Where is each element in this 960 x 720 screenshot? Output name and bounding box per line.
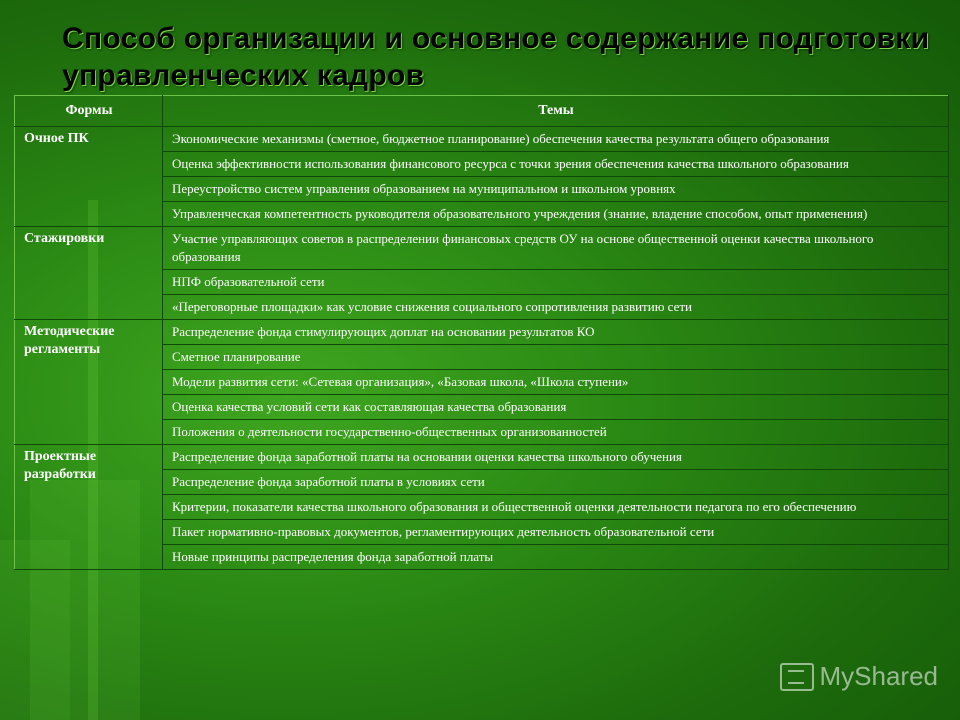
topic-cell: «Переговорные площадки» как условие снижения социального сопротивления развитию сети [163,295,949,320]
topic-cell: Переустройство систем управления образованием на муниципальном и школьном уровнях [163,177,949,202]
topic-cell: Критерии, показатели качества школьного образования и общественной оценки деятельности педагога по его обеспечению [163,495,949,520]
topic-cell: Управленческая компетентность руководителя образовательного учреждения (знание, владение способом, опыт применения) [163,202,949,227]
watermark-text: MyShared [819,661,938,691]
topic-cell: Участие управляющих советов в распределении финансовых средств ОУ на основе общественной оценки качества школьного образования [163,227,949,270]
presentation-icon [780,663,814,691]
slide-title: Способ организации и основное содержание подготовки управленческих кадров [62,22,930,92]
topic-cell: Пакет нормативно-правовых документов, регламентирующих деятельность образовательной сети [163,520,949,545]
topic-cell: Сметное планирование [163,345,949,370]
form-cell: Очное ПК [15,127,163,227]
header-topics: Темы [163,96,949,127]
form-cell: Проектные разработки [15,445,163,570]
table-header-row [15,96,949,127]
watermark [780,661,939,692]
header-forms: Формы [15,96,163,127]
topic-cell: Положения о деятельности государственно-общественных организованностей [163,420,949,445]
topics-table [14,95,949,570]
topic-cell: Модели развития сети: «Сетевая организация», «Базовая школа, «Школа ступени» [163,370,949,395]
topic-cell: Распределение фонда стимулирующих доплат на основании результатов КО [163,320,949,345]
table-row [15,227,949,270]
topic-cell: Распределение фонда заработной платы в условиях сети [163,470,949,495]
table-row [15,127,949,152]
table-row [15,445,949,470]
table-row [15,320,949,345]
topic-cell: Оценка качества условий сети как составляющая качества образования [163,395,949,420]
topic-cell: Оценка эффективности использования финансового ресурса с точки зрения обеспечения качества школьного образования [163,152,949,177]
form-cell: Методические регламенты [15,320,163,445]
form-cell: Стажировки [15,227,163,320]
topic-cell: Экономические механизмы (сметное, бюджетное планирование) обеспечения качества результата общего образования [163,127,949,152]
topic-cell: Новые принципы распределения фонда заработной платы [163,545,949,570]
topic-cell: НПФ образовательной сети [163,270,949,295]
topic-cell: Распределение фонда заработной платы на основании оценки качества школьного обучения [163,445,949,470]
